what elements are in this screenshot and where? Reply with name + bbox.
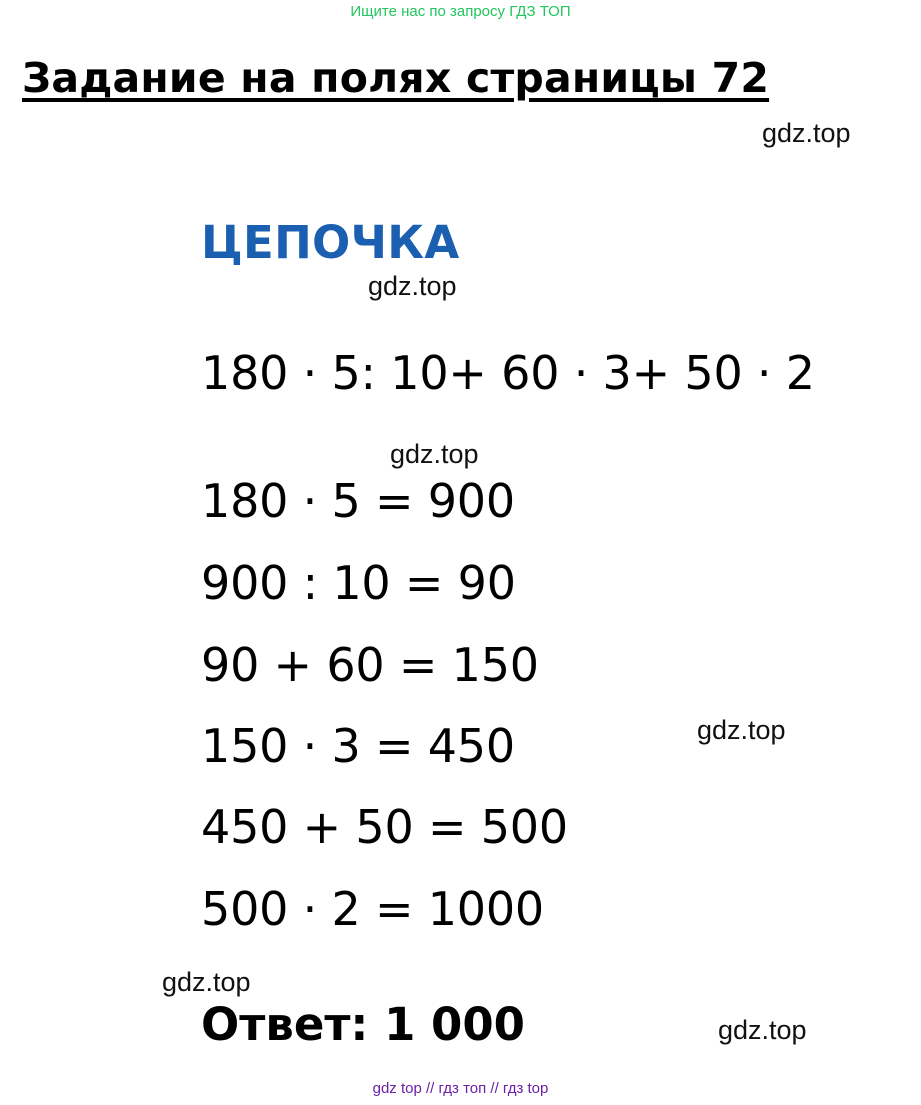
step-line: 90 + 60 = 150 [201, 638, 539, 692]
watermark: gdz.top [162, 967, 251, 997]
watermark: gdz.top [368, 271, 457, 301]
step-line: 150 · 3 = 450 [201, 719, 515, 773]
step-line: 450 + 50 = 500 [201, 800, 568, 854]
watermark: gdz.top [718, 1015, 807, 1045]
watermark: gdz.top [762, 118, 851, 148]
watermark: gdz.top [390, 439, 479, 469]
page-title: Задание на полях страницы 72 [22, 54, 770, 102]
expression: 180 · 5: 10+ 60 · 3+ 50 · 2 [201, 346, 815, 400]
top-banner: Ищите нас по запросу ГДЗ ТОП [350, 3, 571, 20]
step-line: 900 : 10 = 90 [201, 556, 516, 610]
section-title: ЦЕПОЧКА [201, 216, 460, 269]
step-line: 180 · 5 = 900 [201, 474, 515, 528]
step-line: 500 · 2 = 1000 [201, 882, 544, 936]
watermark: gdz.top [697, 715, 786, 745]
footer-links: gdz top // гдз топ // гдз top [372, 1080, 549, 1097]
answer: Ответ: 1 000 [201, 998, 525, 1051]
